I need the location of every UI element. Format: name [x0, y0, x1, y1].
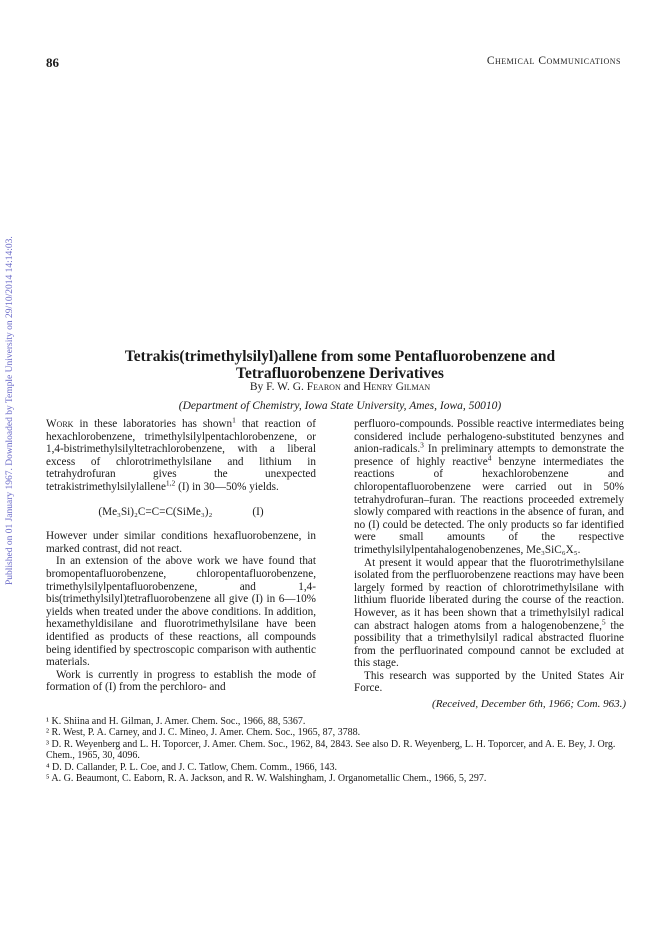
formula-number: (I)	[252, 505, 264, 518]
paragraph-4: Work is currently in progress to establish the mode of formation of (I) from the perchloro- and	[46, 668, 316, 694]
page-number: 86	[46, 55, 59, 70]
paragraph-7: This research was supported by the United States Air Force.	[354, 669, 624, 695]
left-column	[46, 415, 316, 694]
reference-2: ² R. West, P. A. Carney, and J. C. Mineo, J. Amer. Chem. Soc., 1965, 87, 3788.	[46, 727, 361, 739]
text-run: the possibility that a trimethylsilyl radical abstracted fluorine from the perfluorinated compound cannot be excluded at this stage.	[354, 619, 625, 670]
reference-1: ¹ K. Shiina and H. Gilman, J. Amer. Chem. Soc., 1966, 88, 5367.	[46, 716, 306, 727]
text-run: In preliminary attempts to demonstrate the presence of highly reactive	[354, 443, 624, 468]
formula-text: (Me₃Si)₂C=C=C(SiMe₃)₂	[98, 505, 213, 518]
reference-4: ⁴ D. D. Callander, P. L. Coe, and J. C. Tatlow, Chem. Comm., 1966, 143.	[46, 761, 337, 773]
right-column	[354, 418, 624, 695]
author-1: F. W. G. Fearon	[266, 381, 341, 393]
article-title-line-1: Tetrakis(trimethylsilyl)allene from some Pentafluorobenzene and	[124, 348, 556, 365]
lead-word: Work	[46, 418, 74, 430]
byline-and: and	[340, 381, 364, 393]
reference-5: ⁵ A. G. Beaumont, C. Eaborn, R. A. Jackson, and R. W. Walshingham, J. Organometallic Chem., 1966, 5, 297.	[46, 773, 487, 785]
formula	[46, 506, 316, 519]
received-note: (Received, December 6th, 1966; Com. 963.)	[432, 698, 626, 710]
text-run: (I) in 30—50% yields.	[175, 480, 279, 493]
paragraph-3: In an extension of the above work we have found that bromopentafluorobenzene, chloropentafluorobenzene, trimethylsilylpentafluorobenzene, and 1,4-bis(trimethylsilyl)tetrafluorobenzene all give (I) in 6—10% yields when treated under the above conditions. In addition, hexamethyldisilane and fluorotrimethylsilane have been identified as products of these reactions, all compounds being identified by spectroscopic comparison with authentic materials.	[46, 555, 316, 669]
journal-title: Chemical Communications	[486, 55, 621, 67]
references	[46, 716, 636, 784]
reference-3: ³ D. R. Weyenberg and L. H. Toporcer, J. Amer. Chem. Soc., 1962, 84, 2843. See also D. R. Weyenberg, L. H. Toporcer, and A. E. Bey, J. Org. Chem., 1965, 30, 4096.	[46, 738, 616, 762]
text-run: in these laboratories has shown	[73, 418, 233, 430]
author-2: Henry Gilman	[363, 381, 431, 393]
byline-prefix: By	[249, 381, 267, 393]
affiliation: (Department of Chemistry, Iowa State University, Ames, Iowa, 50010)	[178, 400, 502, 412]
text-run: that reaction of hexachlorobenzene, trimethylsilylpentachlorobenzene, or 1,4-bistrimethylsilyltetrachlorobenzene, with a liberal excess of chlorotrimethylsilane and lithium in tetrahydrofuran gives the unexpected tetrakistrimethylsilylallene	[46, 418, 316, 493]
text-run: benzyne intermediates the reactions of hexachlorobenzene and chloropentafluorobenzene were carried out in 50% tetrahydrofuran–furan. The reactions proceeded extremely slowly compared with reactions in the absence of furan, and no (I) could be detected. The only products so far identified were small amounts of the respective trimethylsilylpentahalogenobenzenes, Me₃SiC₆X₅.	[354, 455, 624, 556]
text-run: perfluoro-compounds. Possible reactive intermediates being considered include perhalogeno-substituted benzynes and anion-radicals.	[354, 418, 624, 456]
paragraph-5	[354, 418, 624, 557]
byline	[60, 381, 620, 393]
ref-superscript: 5	[601, 616, 606, 626]
ref-superscript: 3	[420, 440, 424, 450]
paragraph-6	[354, 557, 624, 670]
paragraph-1	[46, 415, 316, 494]
ref-superscript: 1,2	[165, 478, 176, 488]
paragraph-2: However under similar conditions hexafluorobenzene, in marked contrast, did not react.	[46, 530, 316, 555]
text-run: At present it would appear that the fluorotrimethylsilane isolated from the perfluorobenzene reactions may have been largely formed by reaction of chlorotrimethylsilane with lithium fluoride liberated during the course of the reaction. However, as it has been shown that a trimethylsilyl radical can abstract halogen atoms from a halogenobenzene,	[354, 556, 624, 632]
ref-superscript: 1	[232, 415, 236, 425]
download-watermark: Published on 01 January 1967. Downloaded by Temple University on 29/10/2014 14:14:03.	[5, 236, 15, 585]
article-title-line-2: Tetrafluorobenzene Derivatives	[236, 365, 444, 382]
ref-superscript: 4	[487, 453, 492, 463]
